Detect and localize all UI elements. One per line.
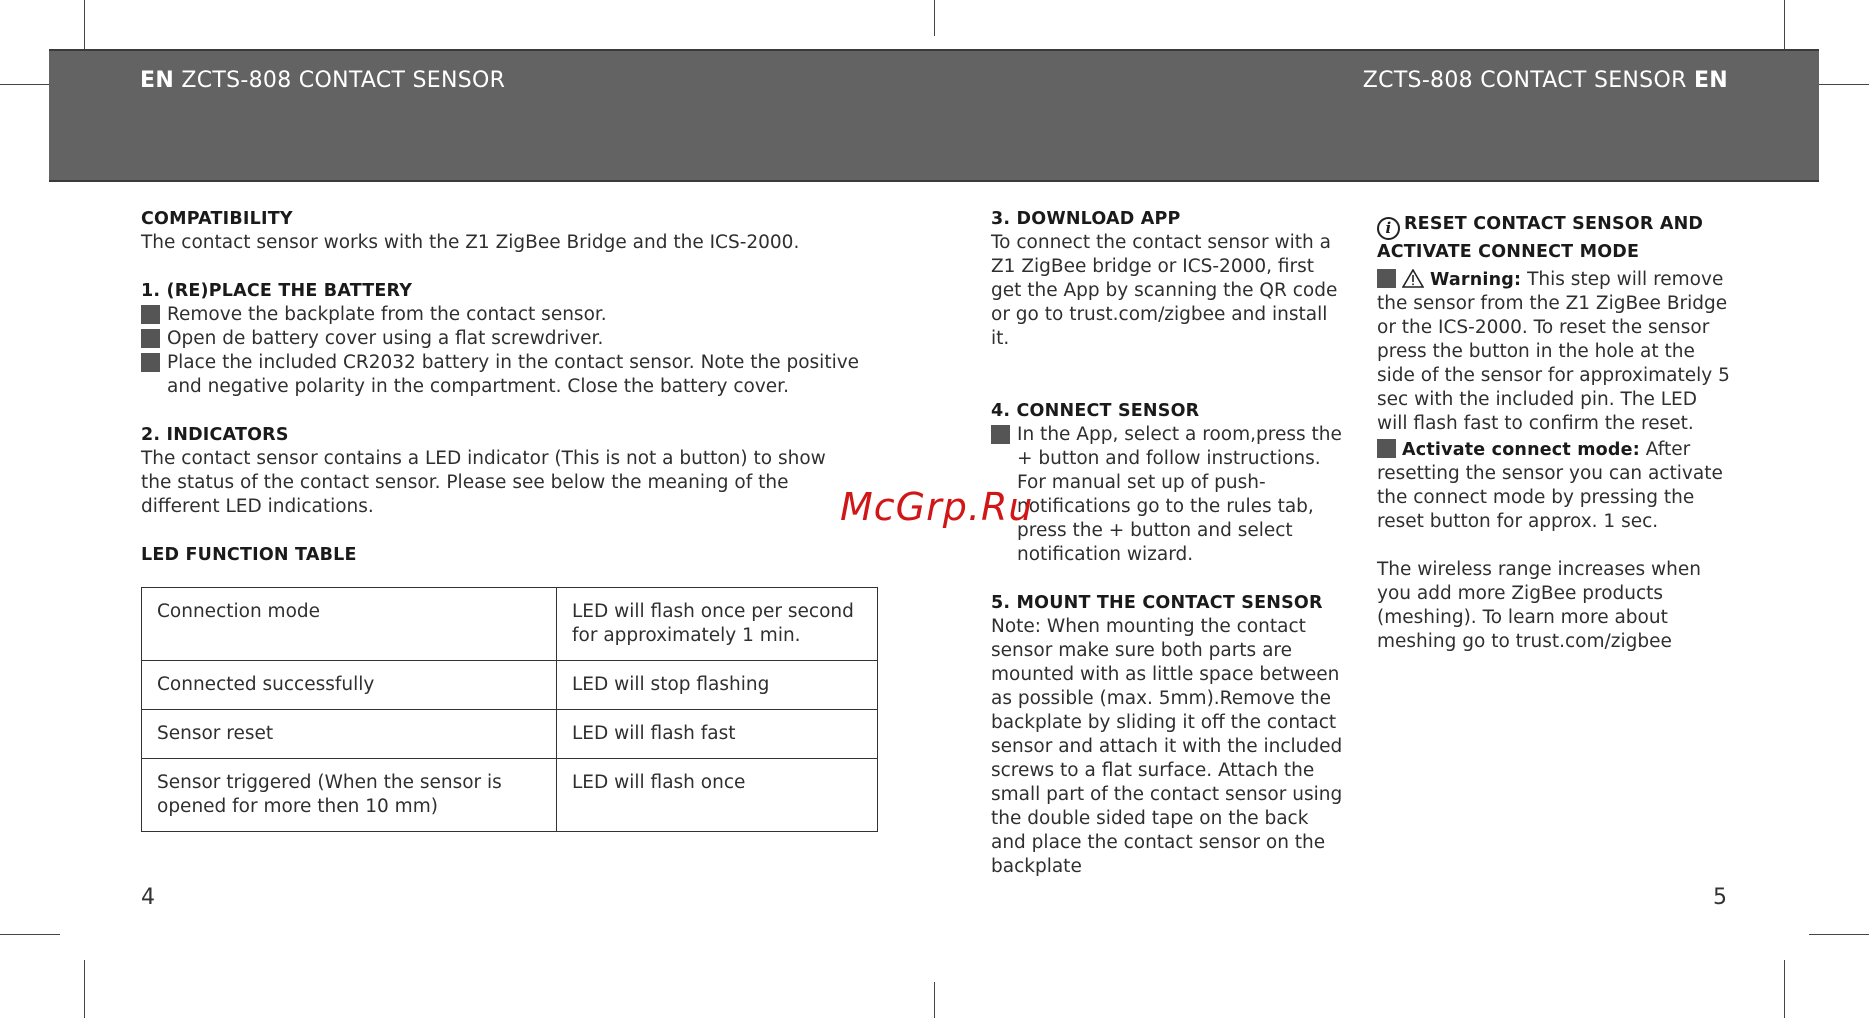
bullet-square-icon	[1377, 439, 1396, 458]
connect-sensor-text: In the App, select a room,press the + button and follow instructions. For manual set up of push-notifications go to the rules tab, press the + button and select notification wizard.	[1017, 424, 1342, 565]
compatibility-heading: COMPATIBILITY	[141, 209, 293, 229]
right-page-column-2	[1377, 210, 1732, 654]
indicators-heading: 2. INDICATORS	[141, 425, 289, 445]
table-cell-state: Connected successfully	[142, 661, 557, 710]
table-row	[142, 759, 878, 832]
header-lang-right: EN	[1693, 68, 1728, 93]
warning-label: Warning:	[1430, 270, 1522, 290]
crop-mark	[1784, 960, 1785, 1018]
info-icon: i	[1377, 217, 1400, 240]
mount-sensor-heading: 5. MOUNT THE CONTACT SENSOR	[991, 593, 1323, 613]
battery-step-text: Place the included CR2032 battery in the contact sensor. Note the positive and negative polarity in the compartment. Close the battery cover.	[167, 352, 860, 397]
battery-step-text: Remove the backplate from the contact sensor.	[167, 304, 607, 325]
table-cell-led: LED will flash fast	[557, 710, 878, 759]
bullet-square-icon	[141, 305, 160, 324]
battery-step	[141, 303, 861, 327]
activate-label: Activate connect mode:	[1402, 440, 1640, 460]
table-row	[142, 661, 878, 710]
header-lang-left: EN	[140, 68, 175, 93]
download-app-heading: 3. DOWNLOAD APP	[991, 209, 1181, 229]
header-title-left	[140, 70, 505, 92]
crop-mark	[0, 934, 60, 935]
warning-paragraph	[1377, 266, 1732, 436]
indicators-text: The contact sensor contains a LED indicator (This is not a button) to show the status of the contact sensor. Please see below the meaning of the different LED indications.	[141, 448, 826, 517]
download-app-text: To connect the contact sensor with a Z1 ZigBee bridge or ICS-2000, first get the App by scanning the QR code or go to trust.com/zigbee and install it.	[991, 232, 1338, 349]
table-cell-led: LED will stop flashing	[557, 661, 878, 710]
page-number-right: 5	[1713, 885, 1727, 910]
page-number-left: 4	[141, 885, 155, 910]
compatibility-text: The contact sensor works with the Z1 ZigBee Bridge and the ICS-2000.	[141, 232, 800, 253]
battery-step	[141, 327, 861, 351]
left-page-column	[141, 207, 861, 567]
led-function-table-wrap	[141, 587, 878, 832]
header-title-right-text: ZCTS-808 CONTACT SENSOR	[1362, 68, 1687, 93]
crop-mark	[934, 0, 935, 36]
bullet-square-icon	[1377, 269, 1396, 288]
table-cell-state: Connection mode	[142, 588, 557, 661]
reset-heading-text: RESET CONTACT SENSOR AND ACTIVATE CONNECT MODE	[1377, 214, 1704, 262]
connect-sensor-heading: 4. CONNECT SENSOR	[991, 401, 1200, 421]
table-row	[142, 710, 878, 759]
header-title-left-text: ZCTS-808 CONTACT SENSOR	[181, 68, 506, 93]
activate-text: After resetting the sensor you can activate the connect mode by pressing the reset button for approx. 1 sec.	[1377, 439, 1723, 532]
bullet-square-icon	[141, 329, 160, 348]
header-title-right	[1363, 70, 1728, 92]
warning-triangle-icon	[1402, 269, 1424, 288]
warning-text: This step will remove the sensor from the Z1 ZigBee Bridge or the ICS-2000. To reset the sensor press the button in the hole at the side of the sensor for approximately 5 sec with the included pin. The LED will flash fast to confirm the reset.	[1377, 269, 1730, 434]
connect-sensor-step	[991, 423, 1346, 567]
led-function-table	[141, 587, 878, 832]
table-cell-led: LED will flash once	[557, 759, 878, 832]
table-cell-state: Sensor triggered (When the sensor is opened for more then 10 mm)	[142, 759, 557, 832]
table-cell-led: LED will flash once per second for approximately 1 min.	[557, 588, 878, 661]
crop-mark	[84, 960, 85, 1018]
battery-step-text: Open de battery cover using a flat screwdriver.	[167, 328, 604, 349]
crop-mark	[934, 982, 935, 1018]
led-table-heading: LED FUNCTION TABLE	[141, 545, 357, 565]
crop-mark	[1809, 934, 1869, 935]
battery-step	[141, 351, 861, 399]
reset-heading	[1377, 210, 1732, 264]
bullet-square-icon	[991, 425, 1010, 444]
battery-heading: 1. (RE)PLACE THE BATTERY	[141, 281, 413, 301]
bullet-square-icon	[141, 353, 160, 372]
activate-paragraph	[1377, 436, 1732, 534]
watermark-text: McGrp.Ru	[840, 485, 1034, 529]
table-cell-state: Sensor reset	[142, 710, 557, 759]
wireless-range-text: The wireless range increases when you add more ZigBee products (meshing). To learn more about meshing go to trust.com/zigbee	[1377, 559, 1701, 652]
mount-sensor-text: Note: When mounting the contact sensor make sure both parts are mounted with as little space between as possible (max. 5mm).Remove the backplate by sliding it off the contact sensor and attach it with the included screws to a flat surface. Attach the small part of the contact sensor using the double sided tape on the back and place the contact sensor on the backplate	[991, 616, 1343, 877]
right-page-column-1	[991, 207, 1346, 879]
table-row	[142, 588, 878, 661]
